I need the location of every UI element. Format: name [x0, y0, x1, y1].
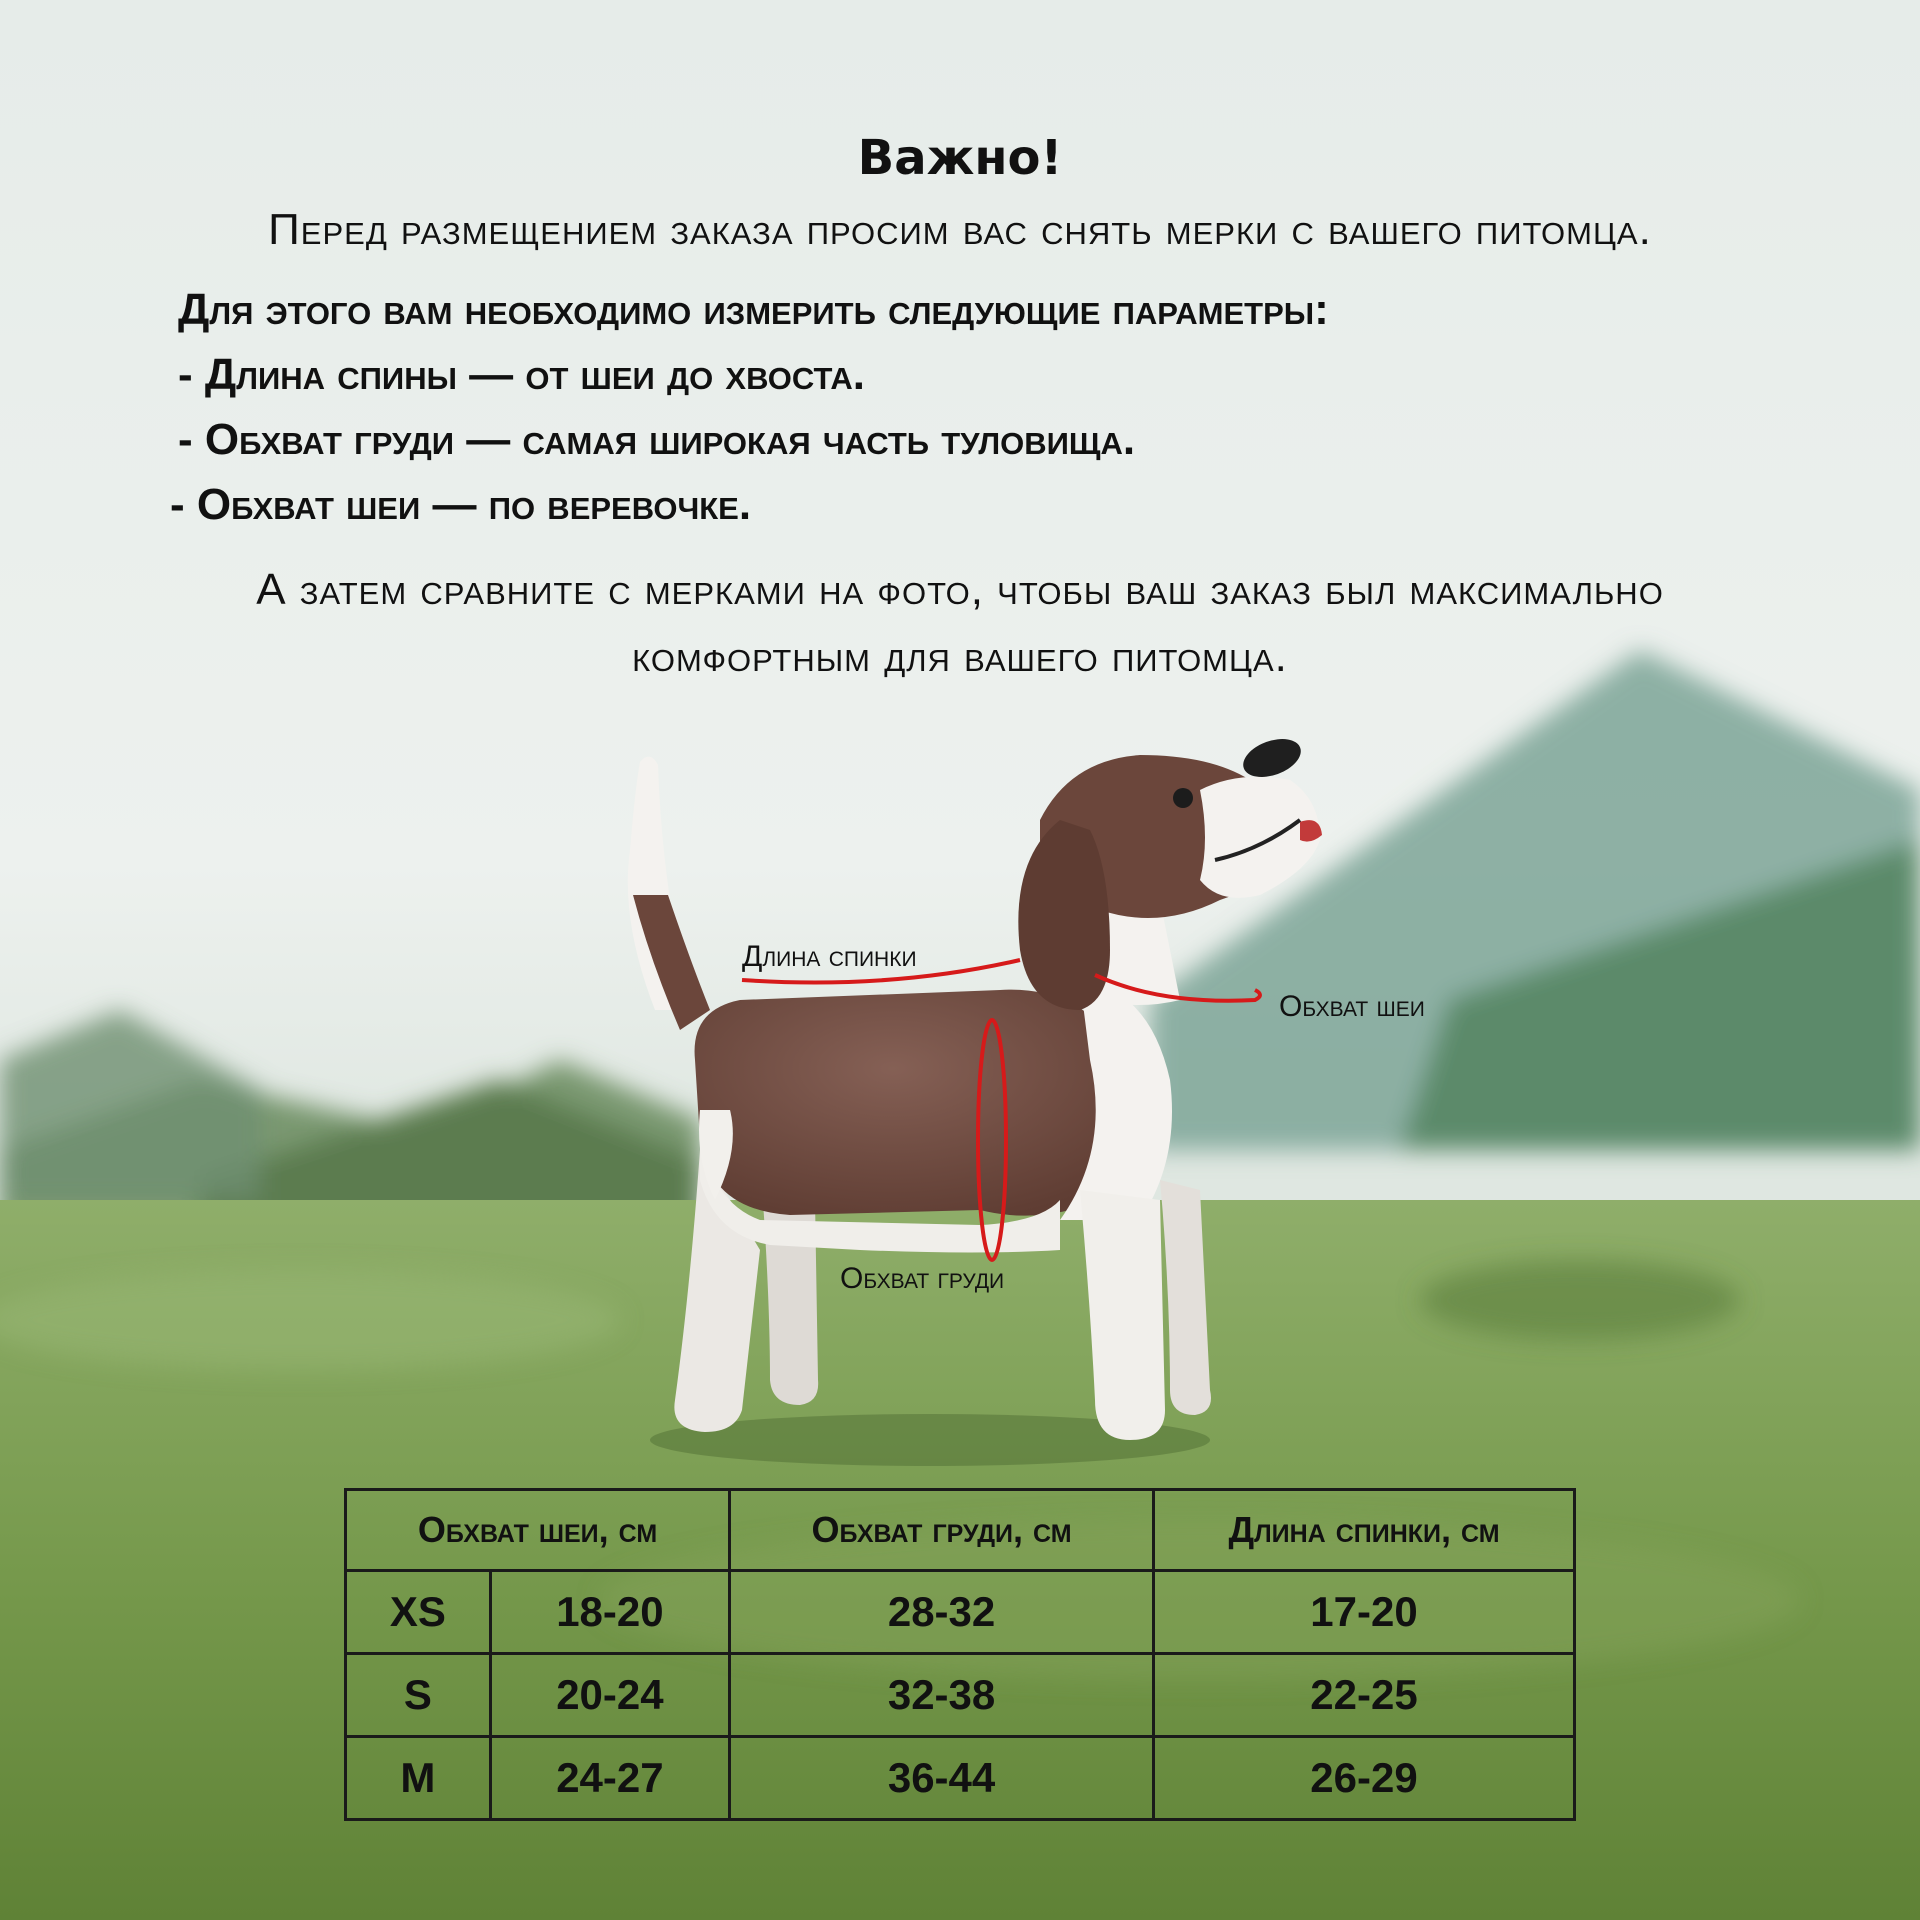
outro-line-2: комфортным для вашего питомца. [632, 632, 1288, 681]
header-chest: Обхват груди, см [730, 1490, 1154, 1571]
table-row [346, 1737, 1575, 1820]
neck-cell: 18-20 [490, 1571, 729, 1654]
size-cell: S [346, 1654, 491, 1737]
neck-cell: 24-27 [490, 1737, 729, 1820]
back-length-label: Длина спинки [742, 940, 917, 973]
param-chest-girth: - Обхват груди — самая широкая часть туловища. [178, 415, 1136, 464]
size-table [344, 1488, 1576, 1821]
back-cell: 22-25 [1154, 1654, 1575, 1737]
back-cell: 17-20 [1154, 1571, 1575, 1654]
param-back-length: - Длина спины — от шеи до хвоста. [178, 350, 866, 399]
chest-cell: 32-38 [730, 1654, 1154, 1737]
table-row [346, 1571, 1575, 1654]
neck-girth-label: Обхват шеи [1279, 990, 1425, 1023]
back-cell: 26-29 [1154, 1737, 1575, 1820]
header-neck: Обхват шеи, см [346, 1490, 730, 1571]
table-row [346, 1654, 1575, 1737]
neck-cell: 20-24 [490, 1654, 729, 1737]
table-header-row [346, 1490, 1575, 1571]
size-cell: M [346, 1737, 491, 1820]
intro-text: Перед размещением заказа просим вас снять мерки с вашего питомца. [268, 205, 1652, 254]
param-neck-girth: - Обхват шеи — по веревочке. [170, 480, 752, 529]
chest-cell: 36-44 [730, 1737, 1154, 1820]
size-cell: XS [346, 1571, 491, 1654]
instructions-title: Для этого вам необходимо измерить следующие параметры: [178, 285, 1329, 334]
header-back: Длина спинки, см [1154, 1490, 1575, 1571]
outro-line-1: А затем сравните с мерками на фото, чтобы ваш заказ был максимально [256, 565, 1664, 614]
chest-cell: 28-32 [730, 1571, 1154, 1654]
page-title: Важно! [857, 130, 1063, 186]
chest-girth-label: Обхват груди [840, 1262, 1005, 1295]
